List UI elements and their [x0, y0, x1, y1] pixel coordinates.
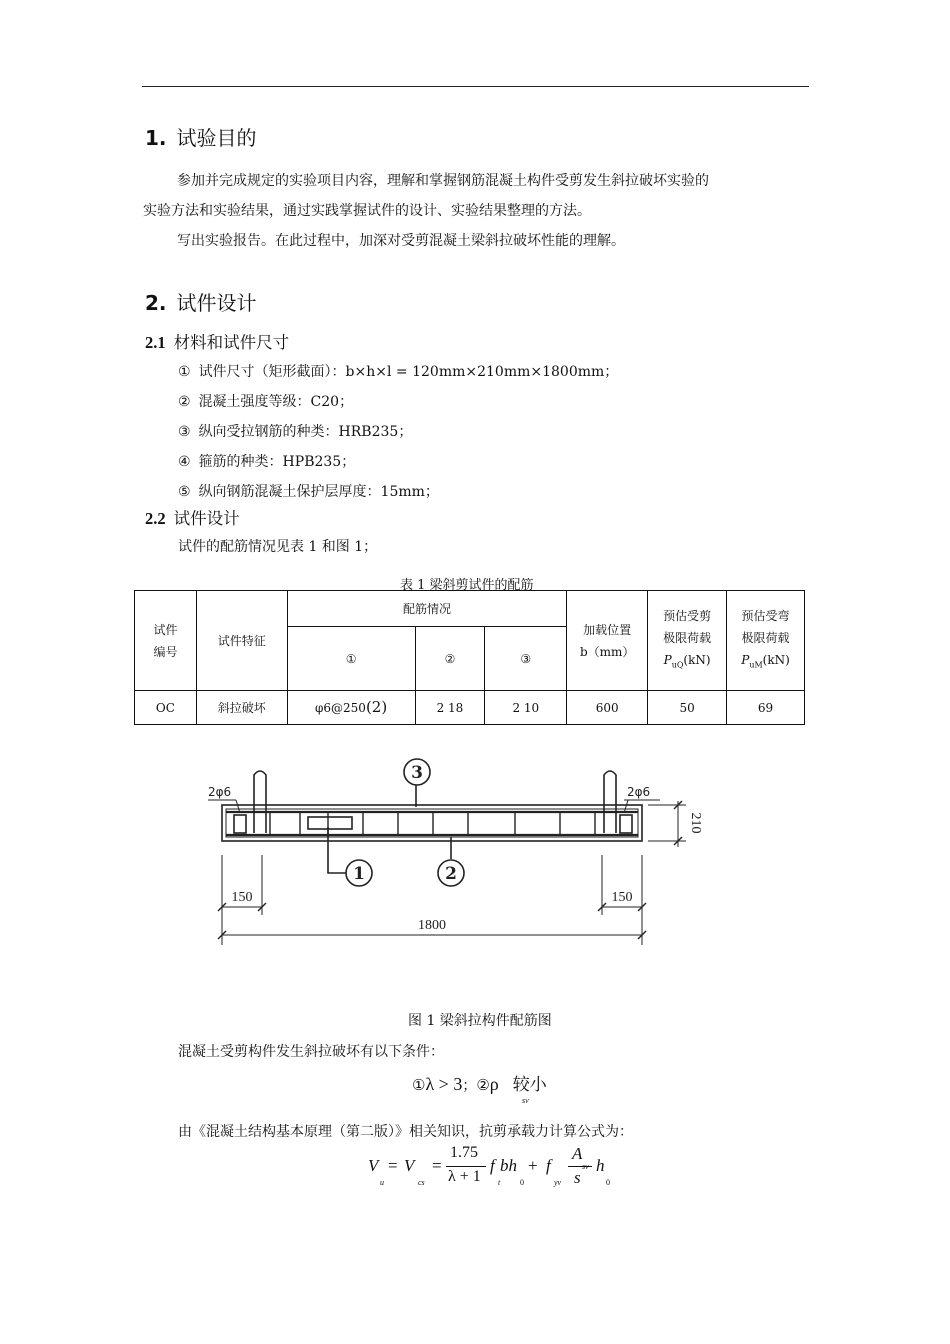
- stirrup-spec: φ6@250: [315, 701, 366, 715]
- symbol-Vu: V: [368, 1156, 379, 1175]
- load-plate: [308, 817, 352, 829]
- left-anchor: [234, 815, 246, 833]
- reinforcement-table: [134, 590, 805, 725]
- subsection-title: 试件设计: [173, 509, 240, 528]
- dim-total-label: 1800: [418, 918, 446, 933]
- equals: =: [388, 1156, 398, 1175]
- item-mark: ③: [178, 424, 191, 440]
- para-line: 实验方法和实验结果，通过实践掌握试件的设计、实验结果整理的方法。: [143, 203, 591, 219]
- header-line: 编号: [153, 644, 178, 659]
- item-text: 纵向钢筋混凝土保护层厚度：15mm；: [198, 484, 439, 500]
- marker-1: 1: [353, 864, 365, 884]
- section-title: 试验目的: [176, 126, 257, 150]
- header-col-1: ①: [287, 627, 415, 691]
- stirrups: [270, 812, 595, 835]
- list-item: [178, 361, 618, 381]
- item-mark: ②: [178, 394, 191, 410]
- plus: +: [528, 1156, 538, 1175]
- sub-sv: sv: [582, 1162, 589, 1171]
- cell-shear-load: 50: [648, 691, 727, 725]
- symbol: P: [663, 652, 672, 667]
- label-2phi6-left: 2φ6: [208, 785, 232, 799]
- section-title: 试件设计: [176, 291, 257, 315]
- right-hook: [604, 771, 616, 833]
- header-load-position: [567, 591, 648, 691]
- cell-bar-2: 2 18: [415, 691, 485, 725]
- cell-stirrup: [287, 691, 415, 725]
- fraction-bar: [446, 1166, 486, 1167]
- header-line: 极限荷载: [741, 630, 790, 645]
- subsection-number: 2.1: [145, 333, 166, 352]
- left-hook: [254, 771, 266, 833]
- fraction-bar: [568, 1166, 592, 1167]
- header-line: 预估受弯: [741, 608, 790, 623]
- conditions-line: [412, 1070, 612, 1106]
- condition-mark: ①: [412, 1078, 426, 1094]
- subsection-2-1-heading: [145, 329, 289, 353]
- sub-t: t: [498, 1178, 501, 1187]
- para-line: 写出实验报告。在此过程中，加深对受剪混凝土梁斜拉破坏性能的理解。: [177, 233, 625, 249]
- sub-0: 0: [520, 1178, 524, 1187]
- header-shear-load: [648, 591, 727, 691]
- marker-2: 2: [445, 864, 457, 884]
- cell-bar-3: 2 10: [485, 691, 567, 725]
- fraction-denominator: λ + 1: [448, 1168, 481, 1185]
- symbol-s: s: [574, 1168, 581, 1187]
- header-reinforcement: 配筋情况: [287, 591, 567, 627]
- cell-moment-load: 69: [727, 691, 805, 725]
- table-caption: 表 1 梁斜剪试件的配筋: [400, 578, 534, 593]
- label-2phi6-right: 2φ6: [627, 785, 651, 799]
- condition-2-text: 较小: [512, 1075, 547, 1094]
- cell-id: OC: [135, 691, 197, 725]
- symbol: P: [741, 652, 750, 667]
- stirrup-legs: (2): [365, 698, 388, 716]
- item-mark: ①: [178, 364, 191, 380]
- para-line: 试件的配筋情况见表 1 和图 1；: [178, 539, 378, 555]
- header-col-2: ②: [415, 627, 485, 691]
- section-1-paragraph-1-cont: [143, 196, 811, 226]
- list-item: [178, 421, 412, 441]
- separator: ；: [462, 1079, 477, 1094]
- header-line: 加载位置: [583, 622, 632, 637]
- sub-yv: yv: [554, 1178, 562, 1187]
- header-line: 预估受剪: [663, 608, 712, 623]
- symbol-bh: bh: [500, 1156, 517, 1175]
- symbol-Asv: A: [572, 1144, 583, 1163]
- subsection-2-2-text: [178, 536, 377, 556]
- header-line: 极限荷载: [663, 630, 712, 645]
- item-text: 试件尺寸（矩形截面）：b×h×l = 120mm×210mm×1800mm；: [198, 364, 619, 380]
- para-line: 混凝土受剪构件发生斜拉破坏有以下条件：: [178, 1044, 444, 1060]
- symbol-sub: uQ: [671, 660, 684, 670]
- unit: (kN): [683, 652, 711, 667]
- item-text: 混凝土强度等级：C20；: [198, 394, 354, 410]
- header-line: 试件: [153, 622, 178, 637]
- para-line: 由《混凝土结构基本原理（第二版）》相关知识，抗剪承载力计算公式为：: [178, 1124, 633, 1140]
- item-text: 纵向受拉钢筋的种类：HRB235；: [198, 424, 413, 440]
- header-rule: [142, 86, 809, 87]
- list-item: [178, 481, 439, 501]
- fraction-numerator: 1.75: [450, 1144, 478, 1161]
- sub-u: u: [380, 1178, 384, 1187]
- symbol-ft: f: [490, 1156, 495, 1175]
- equals: =: [432, 1156, 442, 1175]
- dim-height-label: 210: [688, 812, 703, 834]
- header-specimen-id: [135, 591, 197, 691]
- sub-0: 0: [606, 1178, 610, 1187]
- section-1-heading: [145, 122, 257, 151]
- subsection-title: 材料和试件尺寸: [173, 333, 290, 352]
- beam-inner: [226, 809, 638, 837]
- figure-caption: 图 1 梁斜拉构件配筋图: [408, 1013, 552, 1029]
- dim-left-label: 150: [231, 890, 253, 905]
- symbol-sub: uM: [749, 660, 763, 670]
- symbol-h0: h: [596, 1156, 605, 1175]
- cell-feature: 斜拉破坏: [196, 691, 287, 725]
- header-line: b（mm）: [579, 644, 635, 659]
- condition-1: λ > 3: [425, 1074, 463, 1094]
- symbol-Vcs: V: [404, 1156, 415, 1175]
- subsection-number: 2.2: [145, 509, 166, 528]
- list-item: [178, 391, 353, 411]
- beam-reinforcement-figure: [200, 755, 703, 955]
- section-1-paragraph-2: [143, 226, 811, 256]
- condition-mark: ②: [476, 1078, 490, 1094]
- para-line: 参加并完成规定的实验项目内容，理解和掌握钢筋混凝土构件受剪发生斜拉破坏实验的: [177, 173, 709, 189]
- section-2-heading: [145, 287, 257, 316]
- rho-symbol: ρ: [489, 1074, 499, 1094]
- dim-right-label: 150: [611, 890, 633, 905]
- symbol-fyv: f: [546, 1156, 551, 1175]
- section-1-paragraph-1: [143, 166, 811, 196]
- conditions-intro: [178, 1041, 444, 1061]
- shear-capacity-formula: [368, 1144, 628, 1194]
- item-mark: ④: [178, 454, 191, 470]
- header-col-3: ③: [485, 627, 567, 691]
- sub-cs: cs: [418, 1178, 425, 1187]
- unit: (kN): [762, 652, 790, 667]
- section-number: 2.: [145, 291, 167, 315]
- right-anchor: [620, 815, 632, 833]
- header-feature: 试件特征: [196, 591, 287, 691]
- item-mark: ⑤: [178, 484, 191, 500]
- subsection-2-2-heading: [145, 505, 240, 529]
- formula-intro: [178, 1121, 633, 1141]
- item-text: 箍筋的种类：HPB235；: [198, 454, 356, 470]
- rho-subscript: sv: [522, 1096, 529, 1105]
- marker-3: 3: [411, 763, 423, 783]
- section-number: 1.: [145, 126, 167, 150]
- cell-load-position: 600: [567, 691, 648, 725]
- header-moment-load: [727, 591, 805, 691]
- list-item: [178, 451, 355, 471]
